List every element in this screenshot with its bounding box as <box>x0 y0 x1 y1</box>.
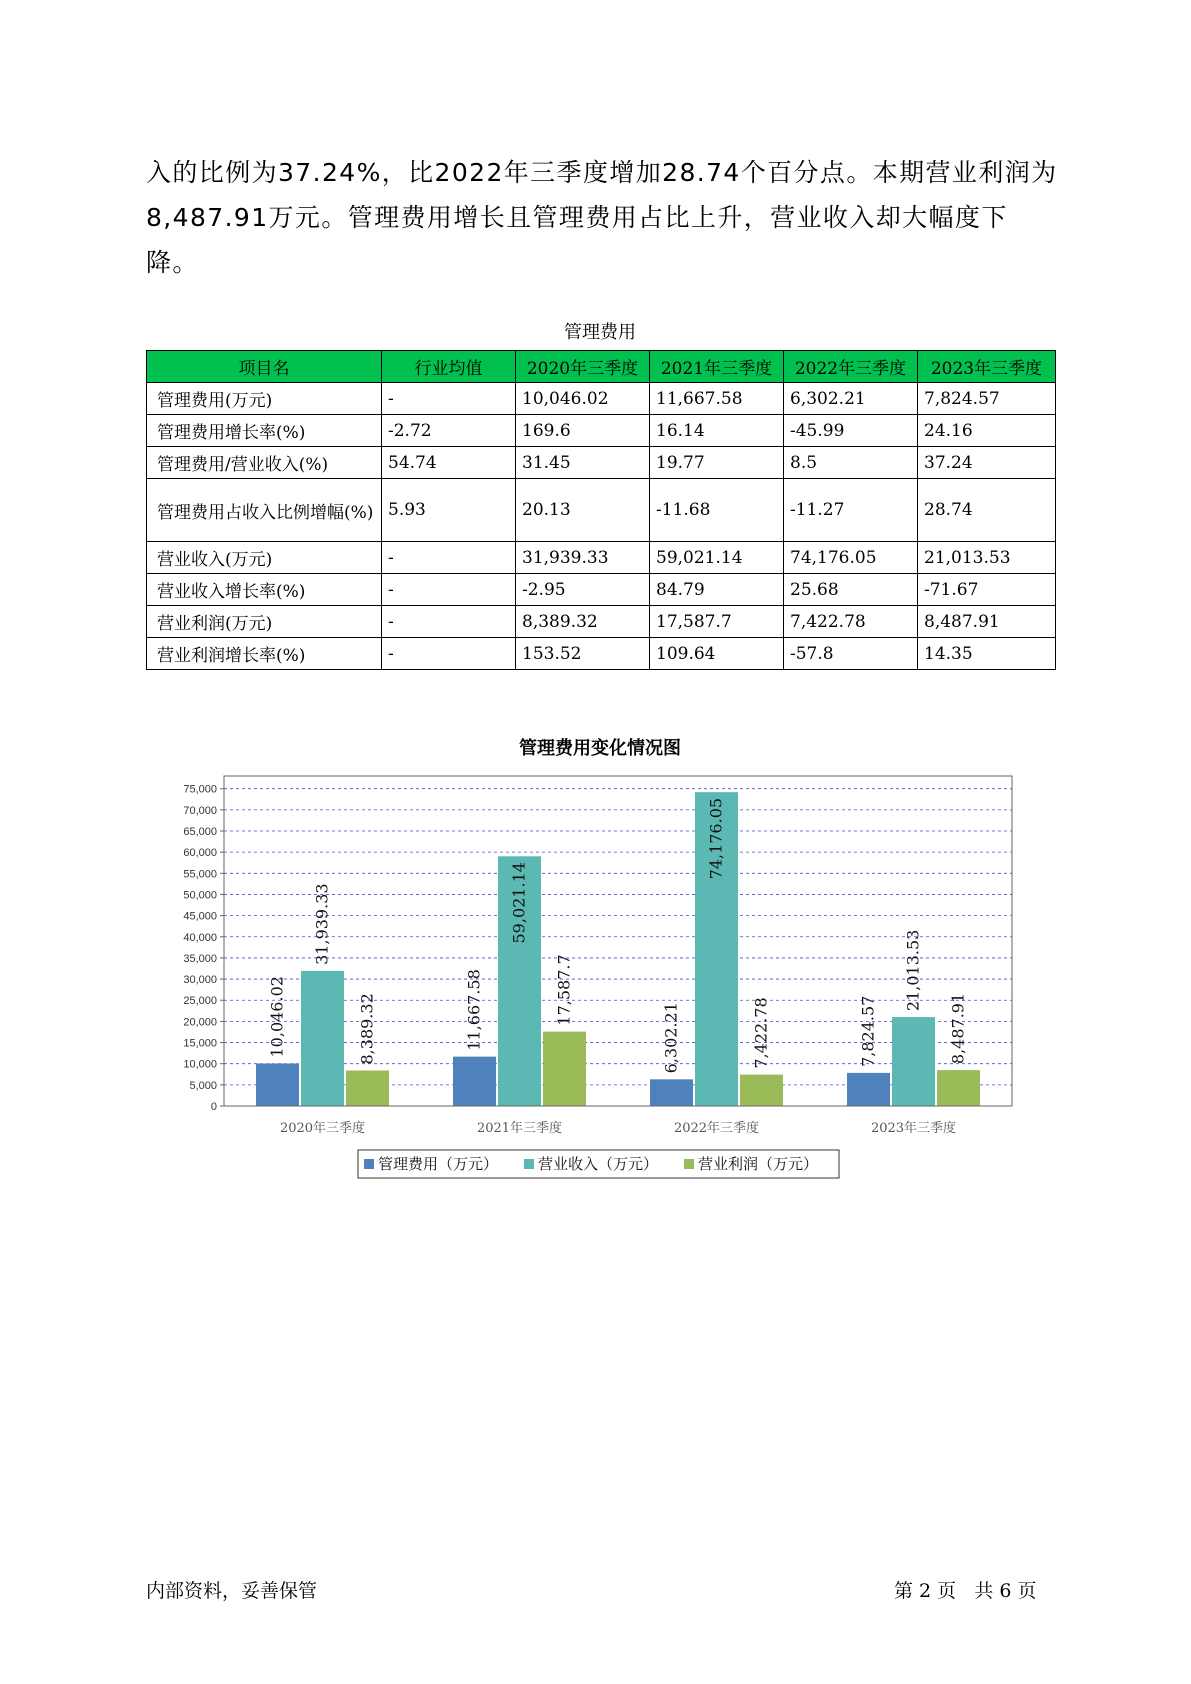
y-tick-label: 25,000 <box>183 995 217 1008</box>
table-cell: 8.5 <box>784 447 918 479</box>
y-tick-label: 65,000 <box>183 826 217 838</box>
footer-page-number: 第 2 页 共 6 页 <box>894 1580 1037 1602</box>
data-label: 21,013.53 <box>903 929 923 1012</box>
table-cell: 59,021.14 <box>650 542 784 574</box>
column-header: 2022年三季度 <box>784 351 918 383</box>
bar <box>740 1075 783 1106</box>
footer-confidential-note: 内部资料，妥善保管 <box>146 1580 318 1602</box>
data-label: 7,824.57 <box>858 995 878 1067</box>
table-cell: - <box>382 638 516 670</box>
y-tick-label: 50,000 <box>183 889 217 902</box>
x-tick-label: 2023年三季度 <box>870 1121 957 1136</box>
table-cell: 24.16 <box>918 415 1056 447</box>
bar <box>650 1079 693 1106</box>
table-cell: 营业利润(万元) <box>147 606 382 638</box>
table-cell: 管理费用/营业收入(%) <box>147 447 382 479</box>
legend-label: 管理费用（万元） <box>378 1155 499 1173</box>
bar <box>453 1057 496 1106</box>
table-cell: 管理费用增长率(%) <box>147 415 382 447</box>
y-tick-label: 45,000 <box>183 910 217 923</box>
table-cell: 37.24 <box>918 447 1056 479</box>
table-cell: 20.13 <box>516 479 650 542</box>
table-cell: - <box>382 542 516 574</box>
y-tick-label: 55,000 <box>183 868 217 881</box>
data-label: 17,587.7 <box>554 954 574 1026</box>
column-header: 2020年三季度 <box>516 351 650 383</box>
table-cell: 10,046.02 <box>516 383 650 415</box>
table-cell: -71.67 <box>918 574 1056 606</box>
x-tick-label: 2022年三季度 <box>673 1121 760 1136</box>
table-cell: 84.79 <box>650 574 784 606</box>
table-cell: 6,302.21 <box>784 383 918 415</box>
table-cell: -11.27 <box>784 479 918 542</box>
table-cell: 营业收入(万元) <box>147 542 382 574</box>
table-cell: - <box>382 383 516 415</box>
table-caption: 管理费用 <box>564 322 636 343</box>
table-cell: 14.35 <box>918 638 1056 670</box>
table-cell: 31.45 <box>516 447 650 479</box>
table-cell: 169.6 <box>516 415 650 447</box>
paragraph-line: 入的比例为37.24%，比2022年三季度增加28.74个百分点。本期营业利润为 <box>146 158 1058 187</box>
table-cell: 16.14 <box>650 415 784 447</box>
table-cell: 7,422.78 <box>784 606 918 638</box>
table-cell: 管理费用占收入比例增幅(%) <box>147 479 382 542</box>
bar <box>346 1071 389 1106</box>
table-cell: 19.77 <box>650 447 784 479</box>
table-cell: 54.74 <box>382 447 516 479</box>
legend-label: 营业利润（万元） <box>698 1155 819 1173</box>
bar <box>847 1073 890 1106</box>
x-tick-label: 2021年三季度 <box>476 1121 563 1136</box>
y-tick-label: 0 <box>210 1101 217 1113</box>
column-header: 2023年三季度 <box>918 351 1056 383</box>
table-cell: -45.99 <box>784 415 918 447</box>
y-tick-label: 40,000 <box>183 931 217 944</box>
data-label: 7,422.78 <box>751 997 771 1069</box>
data-label: 6,302.21 <box>661 1002 681 1074</box>
y-tick-label: 20,000 <box>183 1016 217 1029</box>
paragraph-line: 降。 <box>146 248 199 277</box>
column-header: 2021年三季度 <box>650 351 784 383</box>
bar <box>543 1032 586 1106</box>
table-cell: 11,667.58 <box>650 383 784 415</box>
table-cell: 28.74 <box>918 479 1056 542</box>
table-cell: 8,487.91 <box>918 606 1056 638</box>
legend-label: 营业收入（万元） <box>538 1155 659 1173</box>
table-cell: - <box>382 606 516 638</box>
data-label: 74,176.05 <box>706 797 726 880</box>
legend-swatch <box>684 1159 694 1169</box>
y-tick-label: 30,000 <box>183 974 217 987</box>
table-cell: -57.8 <box>784 638 918 670</box>
table-cell: 25.68 <box>784 574 918 606</box>
table-cell: -2.72 <box>382 415 516 447</box>
data-label: 10,046.02 <box>267 976 287 1058</box>
table-cell: 109.64 <box>650 638 784 670</box>
table-cell: 21,013.53 <box>918 542 1056 574</box>
table-cell: 74,176.05 <box>784 542 918 574</box>
data-label: 8,487.91 <box>948 992 968 1065</box>
table-cell: -2.95 <box>516 574 650 606</box>
bar <box>301 971 344 1106</box>
data-label: 59,021.14 <box>509 862 529 944</box>
y-tick-label: 70,000 <box>183 804 217 817</box>
paragraph-line: 8,487.91万元。管理费用增长且管理费用占比上升，营业收入却大幅度下 <box>146 203 1008 232</box>
chart-title: 管理费用变化情况图 <box>519 738 681 759</box>
bar <box>892 1017 935 1106</box>
table-cell: 17,587.7 <box>650 606 784 638</box>
data-label: 8,389.32 <box>357 993 377 1065</box>
table-cell: - <box>382 574 516 606</box>
data-label: 31,939.33 <box>312 883 332 965</box>
table-cell: 31,939.33 <box>516 542 650 574</box>
table-cell: 8,389.32 <box>516 606 650 638</box>
table-cell: 营业收入增长率(%) <box>147 574 382 606</box>
table-cell: 7,824.57 <box>918 383 1056 415</box>
y-tick-label: 60,000 <box>183 847 217 860</box>
table-cell: 管理费用(万元) <box>147 383 382 415</box>
column-header: 项目名 <box>147 351 382 383</box>
y-tick-label: 5,000 <box>189 1079 217 1092</box>
y-tick-label: 15,000 <box>183 1037 217 1050</box>
data-label: 11,667.58 <box>464 969 484 1051</box>
table-cell: 5.93 <box>382 479 516 542</box>
y-tick-label: 35,000 <box>183 952 217 965</box>
table-cell: 153.52 <box>516 638 650 670</box>
y-tick-label: 10,000 <box>183 1058 217 1071</box>
bar <box>937 1070 980 1106</box>
x-tick-label: 2020年三季度 <box>279 1121 366 1136</box>
legend-swatch <box>364 1159 374 1169</box>
column-header: 行业均值 <box>382 351 516 383</box>
table-cell: 营业利润增长率(%) <box>147 638 382 670</box>
bar <box>256 1063 299 1106</box>
y-tick-label: 75,000 <box>183 783 217 796</box>
table-cell: -11.68 <box>650 479 784 542</box>
legend-swatch <box>524 1159 534 1169</box>
